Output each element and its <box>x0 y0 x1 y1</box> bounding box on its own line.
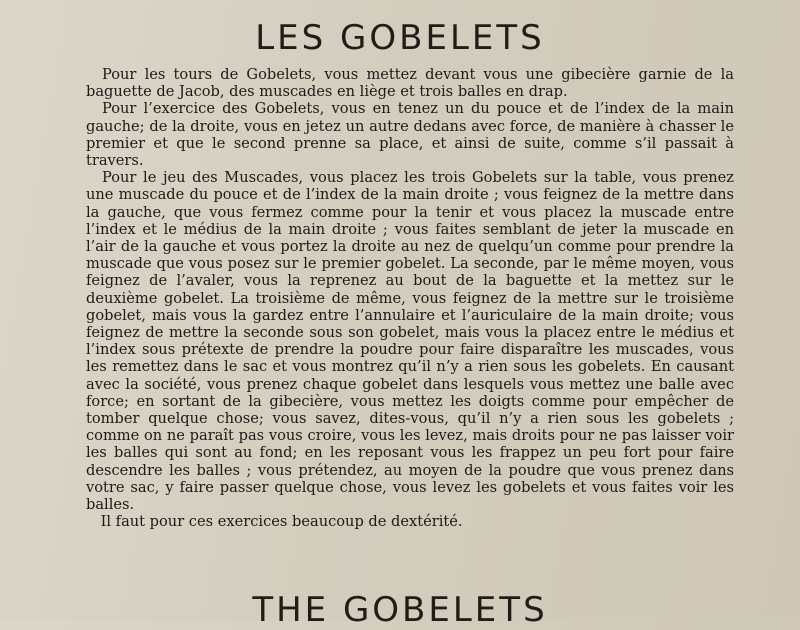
closing-text: Il faut pour ces exercices beaucoup de dextérité. <box>100 513 463 531</box>
paragraph-closing <box>86 513 734 530</box>
paragraph-exercise: Pour l’exercice des Gobelets, vous en tenez un du pouce et de l’index de la main gauche; de la droite, vous en jetez un autre dedans avec force, de manière à chasser le premier et que le second prenne sa place, et ainsi de suite, comme s’il passait à travers. <box>86 100 734 170</box>
paragraph-muscades: Pour le jeu des Muscades, vous placez les trois Gobelets sur la table, vous prenez une muscade du pouce et de l’index de la main droite ; vous feignez de la mettre dans la gauche, que vous fermez comme pour la tenir et vous placez la muscade entre l’index et le médius de la main droite ; vous faites semblant de jeter la muscade en l’air de la gauche et vous portez la droite au nez de quelqu’un comme pour prendre la muscade que vous posez sur le premier gobelet. La seconde, par le même moyen, vous feignez de l’avaler, vous la reprenez au bout de la baguette et la mettez sur le deuxième gobelet. La troisième de même, vous feignez de la mettre sur le troisième gobelet, mais vous la gardez entre l’annulaire et l’auriculaire de la main droite; vous feignez de mettre la seconde sous son gobelet, mais vous la placez entre le médius et l’index sous prétexte de prendre la poudre pour faire disparaître les muscades, vous les remettez dans le sac et vous montrez qu’il n’y a rien sous les gobelets. En causant avec la société, vous prenez chaque gobelet dans lesquels vous mettez une balle avec force; en sortant de la gibecière, vous mettez les doigts comme pour empêcher de tomber quelque chose; vous savez, dites-vous, qu’il n’y a rien sous les gobelets ; comme on ne paraît pas vous croire, vous les levez, mais droits pour ne pas laisser voir les balles qui sont au fond; en les reposant vous les frappez un peu fort pour faire descendre les balles ; vous prétendez, au moyen de la poudre que vous prenez dans votre sac, y faire passer quelque chose, vous levez les gobelets et vous faites voir les balles. <box>86 169 734 514</box>
paragraph-intro: Pour les tours de Gobelets, vous mettez devant vous une gibecière garnie de la baguette de Jacob, des muscades en liège et trois balles en drap. <box>86 66 734 101</box>
section-title-english: THE GOBELETS <box>252 590 548 630</box>
document-body <box>86 66 734 530</box>
page-title: LES GOBELETS <box>255 18 545 58</box>
